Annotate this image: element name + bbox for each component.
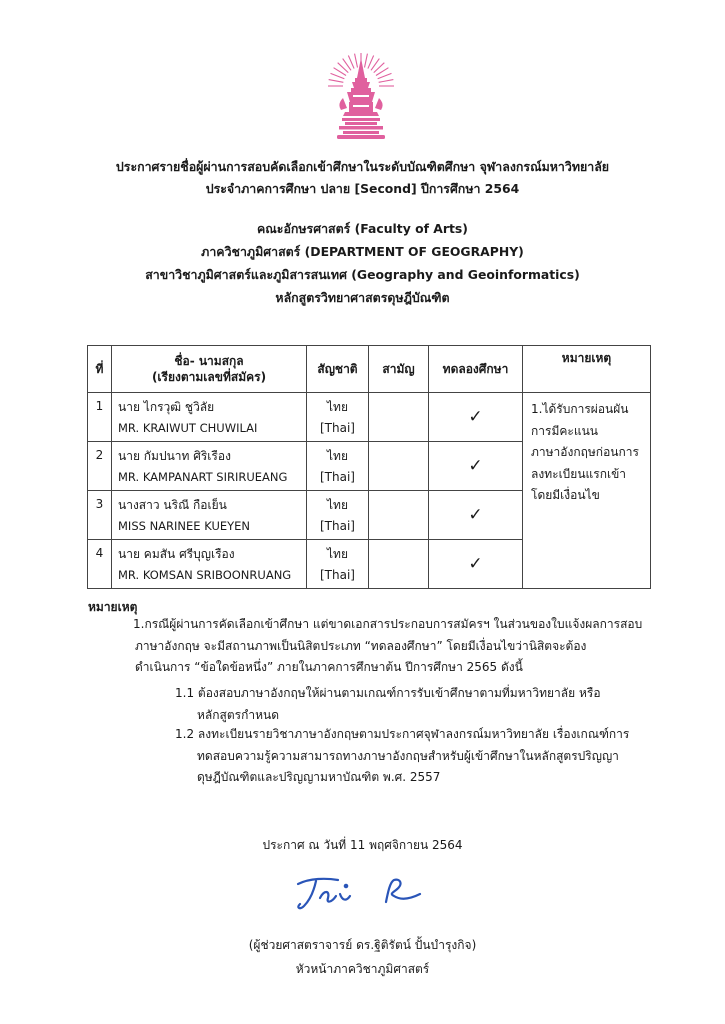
department-line: ภาควิชาภูมิศาสตร์ (DEPARTMENT OF GEOGRAPHY)	[201, 244, 524, 259]
signer-title: หัวหน้าภาควิชาภูมิศาสตร์	[295, 962, 430, 976]
header-no: ที่	[88, 346, 112, 393]
row-nationality	[307, 393, 369, 442]
remark-line: การมีคะแนน	[531, 423, 598, 438]
nationality-thai: ไทย	[327, 449, 348, 463]
announcement-title: ประกาศรายชื่อผู้ผ่านการสอบคัดเลือกเข้าศึกษาในระดับบัณฑิตศึกษา จุฬาลงกรณ์มหาวิทยาลัย	[115, 159, 610, 174]
nationality-thai: ไทย	[327, 498, 348, 512]
row-trial-check: ✓	[429, 393, 523, 442]
row-name	[112, 491, 307, 540]
faculty-line: คณะอักษรศาสตร์ (Faculty of Arts)	[257, 221, 468, 236]
nationality-thai: ไทย	[327, 400, 348, 414]
note-line: ภาษาอังกฤษ จะมีสถานภาพเป็นนิสิตประเภท “ทดลองศึกษา” โดยมีเงื่อนไขว่านิสิตจะต้อง	[135, 638, 587, 653]
row-trial-check: ✓	[429, 442, 523, 491]
program-line: สาขาวิชาภูมิศาสตร์และภูมิสารสนเทศ (Geography and Geoinformatics)	[145, 267, 580, 282]
handwritten-signature	[290, 872, 440, 916]
note-line: 1.1 ต้องสอบภาษาอังกฤษให้ผ่านตามเกณฑ์การรับเข้าศึกษาตามที่มหาวิทยาลัย หรือ	[175, 686, 601, 700]
name-english: MR. KAMPANART SIRIRUEANG	[118, 470, 288, 484]
remark-cell	[523, 393, 651, 589]
nationality-english: [Thai]	[320, 519, 355, 533]
header-nationality: สัญชาติ	[307, 346, 369, 393]
header-name-line2: (เรียงตามเลขที่สมัคร)	[151, 370, 267, 384]
row-trial-check: ✓	[429, 540, 523, 589]
note-line: ทดสอบความรู้ความสามารถทางภาษาอังกฤษสำหรับผู้เข้าศึกษาในหลักสูตรปริญญา	[197, 748, 619, 763]
signer-name: (ผู้ช่วยศาสตราจารย์ ดร.ฐิติรัตน์ ปั้นบำรุงกิจ)	[248, 938, 477, 952]
name-english: MISS NARINEE KUEYEN	[118, 519, 251, 533]
row-regular	[369, 540, 429, 589]
row-regular	[369, 442, 429, 491]
note-item-1-1	[175, 683, 601, 726]
table-row	[88, 393, 651, 442]
degree-line: หลักสูตรวิทยาศาสตรดุษฎีบัณฑิต	[275, 290, 450, 305]
note-line: ดำเนินการ “ข้อใดข้อหนึ่ง” ภายในภาคการศึกษาต้น ปีการศึกษา 2565 ดังนี้	[135, 660, 523, 674]
name-thai: นาย กัมปนาท ศิริเรือง	[118, 449, 231, 463]
semester-line: ประจำภาคการศึกษา ปลาย [Second] ปีการศึกษา 2564	[205, 181, 520, 196]
note-item-1-2	[175, 724, 629, 789]
row-name	[112, 540, 307, 589]
header-name-line1: ชื่อ- นามสกุล	[174, 354, 244, 368]
results-table	[87, 345, 651, 589]
nationality-english: [Thai]	[320, 568, 355, 582]
remark-line: ลงทะเบียนแรกเข้า	[531, 466, 627, 481]
row-no: 1	[88, 393, 112, 442]
note-line: หลักสูตรกำหนด	[197, 707, 280, 722]
header-regular: สามัญ	[369, 346, 429, 393]
header-name	[112, 346, 307, 393]
name-thai: นางสาว นริณี กือเย็น	[118, 498, 227, 512]
header-trial: ทดลองศึกษา	[429, 346, 523, 393]
announcement-date: ประกาศ ณ วันที่ 11 พฤศจิกายน 2564	[262, 838, 463, 852]
note-line: 1.2 ลงทะเบียนรายวิชาภาษาอังกฤษตามประกาศจุฬาลงกรณ์มหาวิทยาลัย เรื่องเกณฑ์การ	[175, 727, 630, 741]
remark-line: 1.ได้รับการผ่อนผัน	[531, 402, 629, 416]
notes-title: หมายเหตุ	[88, 600, 138, 614]
row-nationality	[307, 540, 369, 589]
nationality-english: [Thai]	[320, 421, 355, 435]
table-header-row	[88, 346, 651, 393]
row-regular	[369, 491, 429, 540]
remark-line: ภาษาอังกฤษก่อนการ	[531, 445, 639, 459]
note-line: ดุษฎีบัณฑิตและปริญญามหาบัณฑิต พ.ศ. 2557	[197, 770, 441, 784]
note-item-1	[133, 614, 642, 679]
nationality-thai: ไทย	[327, 547, 348, 561]
row-no: 2	[88, 442, 112, 491]
row-regular	[369, 393, 429, 442]
row-nationality	[307, 442, 369, 491]
remark-line: โดยมีเงื่อนไข	[531, 488, 600, 502]
row-no: 4	[88, 540, 112, 589]
chulalongkorn-emblem-logo	[325, 52, 397, 142]
row-name	[112, 442, 307, 491]
row-nationality	[307, 491, 369, 540]
header-remark: หมายเหตุ	[523, 346, 651, 393]
row-name	[112, 393, 307, 442]
row-trial-check: ✓	[429, 491, 523, 540]
name-english: MR. KOMSAN SRIBOONRUANG	[118, 568, 292, 582]
row-no: 3	[88, 491, 112, 540]
name-english: MR. KRAIWUT CHUWILAI	[118, 421, 258, 435]
name-thai: นาย คมสัน ศรีบุญเรือง	[118, 547, 235, 561]
nationality-english: [Thai]	[320, 470, 355, 484]
note-line: 1.กรณีผู้ผ่านการคัดเลือกเข้าศึกษา แต่ขาดเอกสารประกอบการสมัครฯ ในส่วนของใบแจ้งผลการสอบ	[133, 617, 643, 631]
name-thai: นาย ไกรวุฒิ ชูวิลัย	[118, 400, 215, 414]
